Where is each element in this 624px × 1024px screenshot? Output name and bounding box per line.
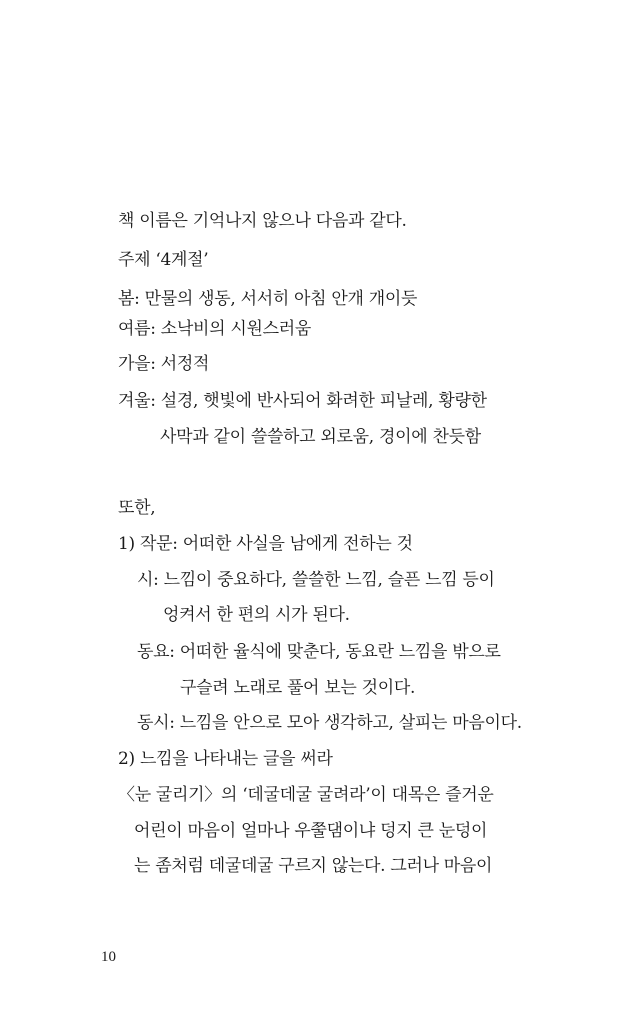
text-line: 구슬려 노래로 풀어 보는 것이다.	[180, 678, 416, 698]
text-line: 는 좀처럼 데굴데굴 구르지 않는다. 그러나 마음이	[134, 856, 493, 876]
text-line: 1) 작문: 어떠한 사실을 남에게 전하는 것	[118, 534, 413, 554]
text-line: 사막과 같이 쓸쓸하고 외로움, 경이에 찬듯함	[160, 427, 481, 447]
text-line: 책 이름은 기억나지 않으나 다음과 같다.	[118, 211, 407, 231]
text-line: 겨울: 설경, 햇빛에 반사되어 화려한 피날레, 황량한	[118, 391, 487, 411]
text-line: 동요: 어떠한 율식에 맞춘다, 동요란 느낌을 밖으로	[137, 642, 501, 662]
text-line: 동시: 느낌을 안으로 모아 생각하고, 살피는 마음이다.	[137, 713, 522, 733]
text-line: 가을: 서정적	[118, 354, 210, 374]
text-line: 봄: 만물의 생동, 서서히 아침 안개 개이듯	[118, 289, 418, 309]
page-number: 10	[101, 949, 116, 965]
text-line: 어린이 마음이 얼마나 우쭐댐이냐 덩지 큰 눈덩이	[134, 821, 488, 841]
text-line: 여름: 소낙비의 시원스러움	[118, 319, 311, 339]
text-line: 또한,	[118, 498, 156, 518]
text-line: 〈눈 굴리기〉의 ‘데굴데굴 굴려라’이 대목은 즐거운	[118, 785, 494, 805]
text-line: 주제 ‘4계절’	[118, 250, 209, 270]
text-line: 시: 느낌이 중요하다, 쓸쓸한 느낌, 슬픈 느낌 등이	[137, 570, 495, 590]
text-line: 엉켜서 한 편의 시가 된다.	[163, 605, 350, 625]
text-line: 2) 느낌을 나타내는 글을 써라	[118, 749, 333, 769]
